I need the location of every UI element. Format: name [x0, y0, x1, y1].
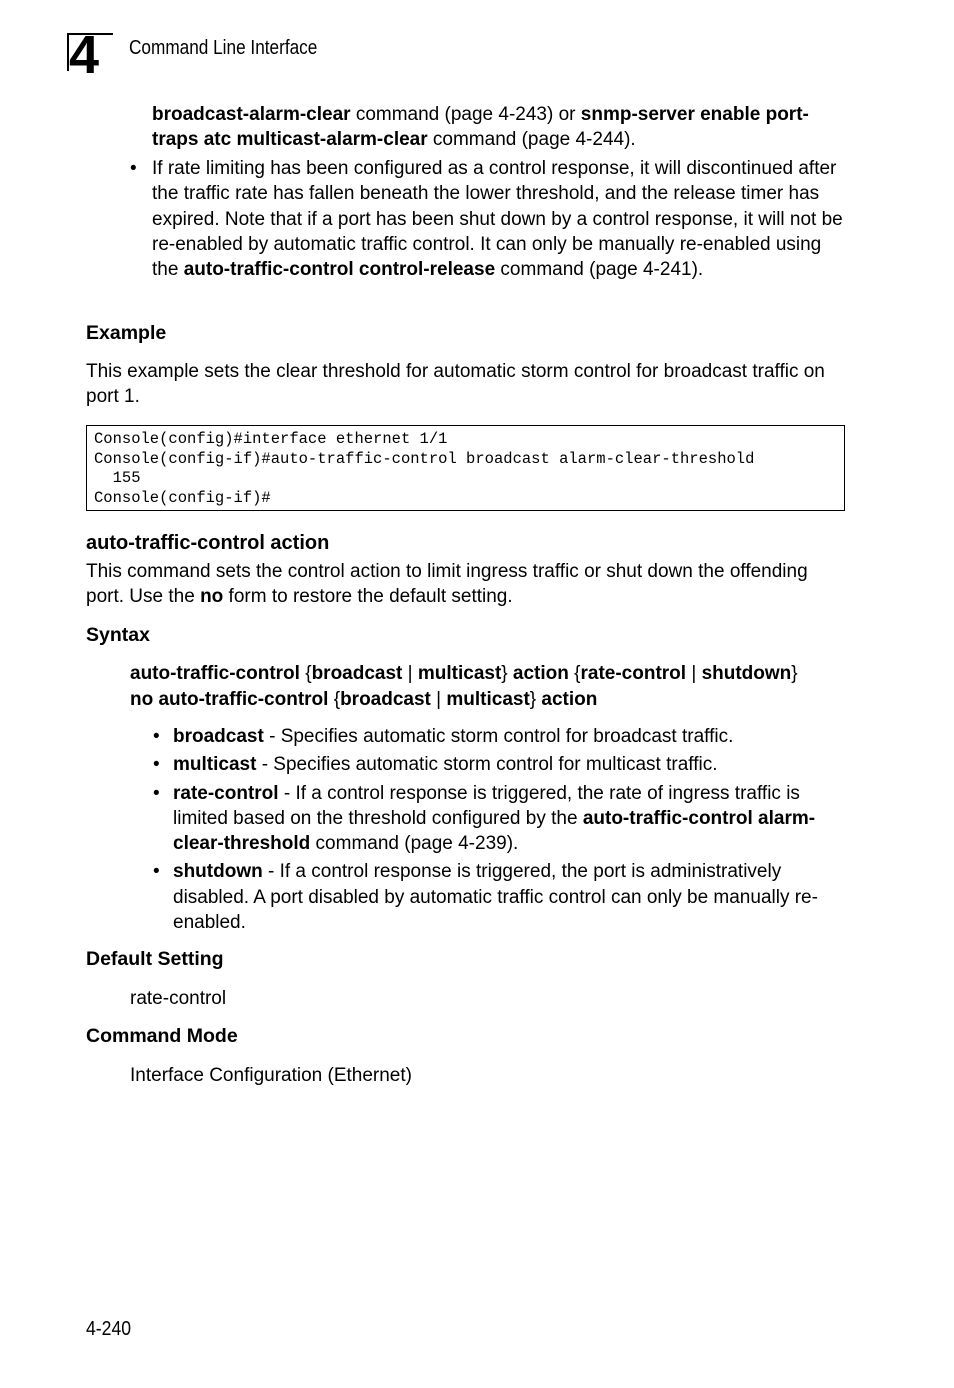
param-name: broadcast [173, 726, 264, 747]
syntax-line-2: no auto-traffic-control {broadcast | multicast} action [130, 689, 598, 710]
intro-continuation: broadcast-alarm-clear command (page 4-243) or snmp-server enable port-traps atc multicast-alarm-clear command (page 4-244). [152, 104, 809, 151]
list-item: • rate-control - If a control response is triggered, the rate of ingress traffic is limited based on the threshold configured by the auto-traffic-control alarm-clear-threshold command (page 4-239). [153, 782, 816, 855]
param-name: multicast [173, 754, 257, 776]
intro-bullet [130, 156, 852, 282]
example-description: This example sets the clear threshold for automatic storm control for broadcast traffic on port 1. [86, 361, 825, 408]
list-item: • multicast - Specifies automatic storm control for multicast traffic. [173, 752, 853, 777]
code-line: Console(config-if)#auto-traffic-control broadcast alarm-clear-threshold [94, 449, 755, 468]
param-name: shutdown [173, 861, 263, 883]
command-description: This command sets the control action to limit ingress traffic or shut down the offending port. Use the no form to restore the default setting. [86, 561, 808, 608]
default-setting-heading: Default Setting [86, 948, 224, 970]
command-mode-heading: Command Mode [86, 1025, 238, 1047]
chapter-number: 4 [69, 25, 98, 85]
keyword-no: no [200, 586, 224, 608]
bullet-icon: • [153, 782, 160, 804]
param-name: rate-control [173, 782, 279, 804]
command-title: auto-traffic-control action [86, 532, 330, 554]
code-line: Console(config-if)# [94, 488, 271, 507]
example-heading: Example [86, 322, 167, 344]
syntax-line-1: auto-traffic-control {broadcast | multicast} action {rate-control | shutdown} [130, 663, 798, 684]
command-ref: auto-traffic-control alarm-clear-threshold [173, 807, 816, 855]
list-item: • shutdown - If a control response is triggered, the port is administratively disabled. A port disabled by automatic traffic control can only be manually re-enabled. [153, 861, 818, 934]
parameter-list [153, 724, 853, 935]
command-ref: auto-traffic-control control-release [183, 259, 496, 281]
syntax-heading: Syntax [86, 624, 150, 646]
command-ref: snmp-server enable port-traps atc multicast-alarm-clear [152, 104, 809, 151]
command-ref: broadcast-alarm-clear [152, 104, 351, 125]
list-item: • If rate limiting has been configured as a control response, it will discontinued after the traffic rate has fallen beneath the lower threshold, and the release timer has expired. Note that if a port has been shut down by a control response, it will not be re-enabled by automatic traffic control. It can only be manually re-enabled using the auto-traffic-control control-release command (page 4-241). [130, 158, 843, 281]
bullet-icon: • [153, 726, 160, 747]
list-item: • broadcast - Specifies automatic storm control for broadcast traffic. [173, 724, 853, 749]
bullet-icon: • [153, 754, 160, 776]
default-setting-value: rate-control [130, 988, 227, 1009]
code-line: 155 [94, 469, 141, 487]
page-number: 4-240 [86, 1318, 132, 1340]
running-header-title: Command Line Interface [129, 37, 318, 59]
bullet-icon: • [153, 861, 160, 883]
code-line: Console(config)#interface ethernet 1/1 [94, 430, 448, 448]
code-block [87, 426, 844, 508]
bullet-icon: • [130, 158, 137, 179]
command-mode-value: Interface Configuration (Ethernet) [130, 1065, 412, 1086]
code-example [86, 425, 845, 511]
